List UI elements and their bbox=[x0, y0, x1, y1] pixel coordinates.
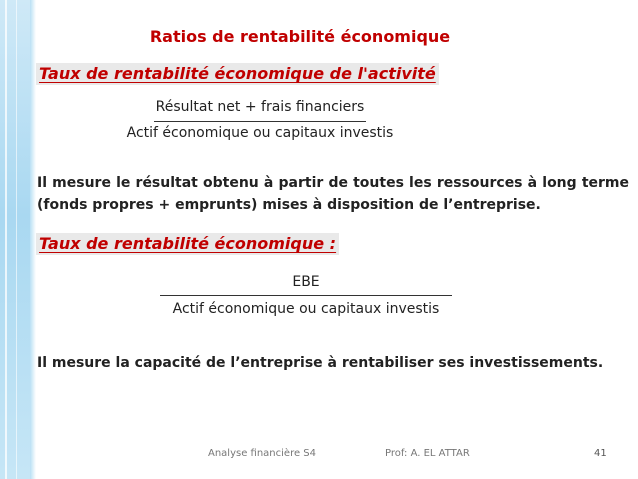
footer-author: Prof: A. EL ATTAR bbox=[385, 448, 470, 459]
footer-course: Analyse financière S4 bbox=[208, 448, 317, 459]
section2-description: Il mesure la capacité de l’entreprise à rentabiliser ses investissements. bbox=[37, 355, 604, 371]
section1-numerator: Résultat net + frais financiers bbox=[155, 99, 365, 115]
slide-title bbox=[0, 27, 600, 46]
section2-denominator: Actif économique ou capitaux investis bbox=[172, 301, 440, 317]
decorative-side-band bbox=[0, 0, 30, 479]
section1-description: Il mesure le résultat obtenu à partir de toutes les ressources à long terme (fonds propres + emprunts) mises à disposition de l’entreprise. bbox=[37, 175, 629, 213]
slide-title-text: Ratios de rentabilité économique bbox=[149, 27, 451, 46]
section1-fraction-bar bbox=[154, 121, 366, 122]
section1-heading: Taux de rentabilité économique de l'activité bbox=[36, 63, 439, 85]
footer-page-number: 41 bbox=[594, 448, 607, 459]
section1-denominator: Actif économique ou capitaux investis bbox=[126, 125, 394, 141]
section2-fraction-bar bbox=[160, 295, 452, 296]
section2-numerator: EBE bbox=[292, 274, 320, 290]
section2-heading: Taux de rentabilité économique : bbox=[36, 233, 339, 255]
